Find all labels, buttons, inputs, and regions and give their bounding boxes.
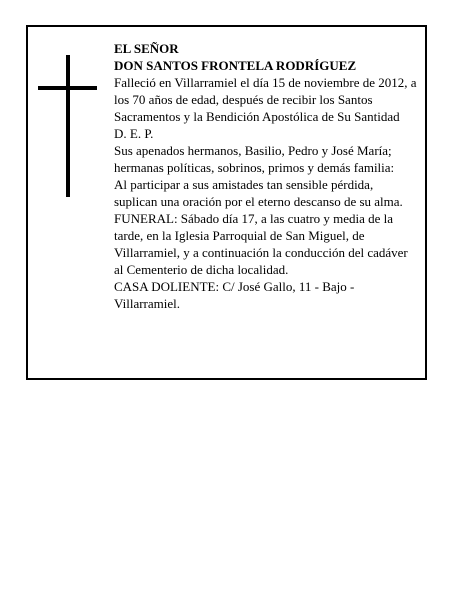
cross-vertical-bar: [66, 55, 70, 197]
title-line-1: EL SEÑOR: [114, 41, 179, 56]
prayer-request: Al participar a sus amistades tan sensible pérdida, suplican una oración por el eterno descanso de su alma.: [114, 177, 403, 209]
funeral-details: FUNERAL: Sábado día 17, a las cuatro y media de la tarde, en la Iglesia Parroquial de San Miguel, de Villarramiel, y a continuación la conducción del cadáver al Cementerio de dicha localidad.: [114, 211, 408, 277]
deceased-name: DON SANTOS FRONTELA RODRÍGUEZ: [114, 58, 357, 73]
notice-text: [114, 40, 419, 312]
cross-horizontal-bar: [38, 86, 97, 90]
mourning-house: CASA DOLIENTE: C/ José Gallo, 11 - Bajo - Villarramiel.: [114, 279, 355, 311]
obituary-notice: [26, 25, 427, 380]
mourners-line: Sus apenados hermanos, Basilio, Pedro y José María; hermanas políticas, sobrinos, primos y demás familia:: [114, 143, 395, 175]
rip-line: D. E. P.: [114, 126, 154, 141]
death-announcement: Falleció en Villarramiel el día 15 de noviembre de 2012, a los 70 años de edad, después de recibir los Santos Sacramentos y la Bendición Apostólica de Su Santidad: [114, 75, 417, 124]
